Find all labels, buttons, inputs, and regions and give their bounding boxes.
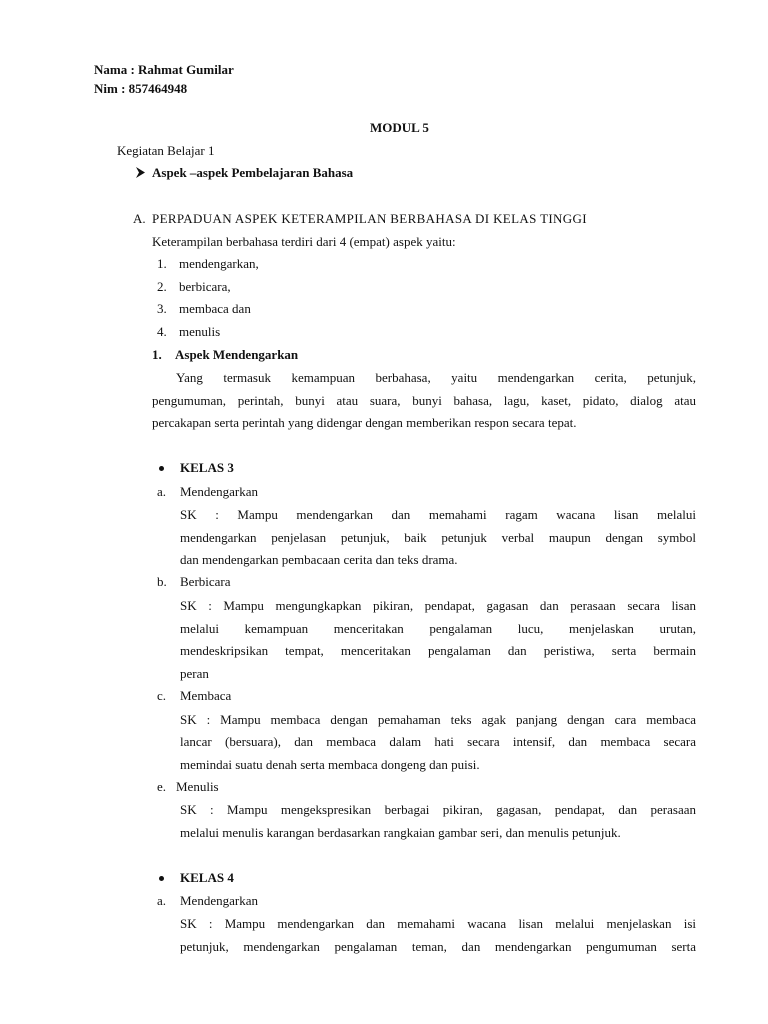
- sk-line: melalui kemampuan menceritakan pengalaman lucu, menjelaskan urutan,: [180, 621, 696, 636]
- list-item: berbicara,: [179, 279, 231, 294]
- sk-line: SK : Mampu mengekspresikan berbagai pikiran, gagasan, pendapat, dan perasaan: [180, 802, 696, 817]
- list-number: 1.: [157, 256, 167, 271]
- arrow-bullet-icon: [135, 167, 146, 178]
- list-number: 4.: [157, 324, 167, 339]
- item-title: Membaca: [180, 688, 232, 703]
- kelas-heading: KELAS 3: [180, 460, 234, 475]
- bullet-icon: [159, 876, 164, 881]
- sk-line: peran: [180, 666, 209, 681]
- subsection-heading: Aspek Mendengarkan: [175, 347, 299, 362]
- sk-line: SK : Mampu mendengarkan dan memahami wacana lisan melalui menjelaskan isi: [180, 916, 696, 931]
- list-number: 2.: [157, 279, 167, 294]
- section-marker: A.: [133, 211, 146, 226]
- topic-heading: Aspek –aspek Pembelajaran Bahasa: [152, 165, 354, 180]
- sk-line: lancar (bersuara), dan membaca dalam hati secara intensif, dan membaca secara: [180, 734, 696, 749]
- item-title: Mendengarkan: [180, 484, 258, 499]
- kelas-heading: KELAS 4: [180, 870, 234, 885]
- list-number: 3.: [157, 301, 167, 316]
- item-marker: a.: [157, 893, 167, 908]
- bullet-icon: [159, 466, 164, 471]
- page-title: MODUL 5: [370, 120, 429, 135]
- sk-line: petunjuk, mendengarkan pengalaman teman, dan mendengarkan pengumuman serta: [180, 939, 696, 954]
- item-marker: b.: [157, 574, 167, 589]
- item-title: Menulis: [176, 779, 219, 794]
- paragraph-line: Yang termasuk kemampuan berbahasa, yaitu mendengarkan cerita, petunjuk,: [176, 370, 696, 385]
- item-marker: a.: [157, 484, 167, 499]
- sk-line: mendeskripsikan tempat, menceritakan pengalaman dan peristiwa, serta bermain: [180, 643, 696, 658]
- sk-line: SK : Mampu membaca dengan pemahaman teks agak panjang dengan cara membaca: [180, 712, 696, 727]
- paragraph-line: percakapan serta perintah yang didengar dengan memberikan respon secara tepat.: [152, 415, 577, 430]
- student-name: Nama : Rahmat Gumilar: [94, 62, 234, 77]
- student-nim: Nim : 857464948: [94, 81, 188, 96]
- kegiatan-belajar: Kegiatan Belajar 1: [117, 143, 215, 158]
- sk-line: SK : Mampu mengungkapkan pikiran, pendapat, gagasan dan perasaan secara lisan: [180, 598, 696, 613]
- sk-line: SK : Mampu mendengarkan dan memahami ragam wacana lisan melalui: [180, 507, 696, 522]
- list-item: menulis: [179, 324, 221, 339]
- item-title: Mendengarkan: [180, 893, 258, 908]
- section-intro: Keterampilan berbahasa terdiri dari 4 (empat) aspek yaitu:: [152, 234, 456, 249]
- section-heading: PERPADUAN ASPEK KETERAMPILAN BERBAHASA DI KELAS TINGGI: [152, 211, 587, 226]
- paragraph-line: pengumuman, perintah, bunyi atau suara, bunyi bahasa, lagu, kaset, pidato, dialog atau: [152, 393, 696, 408]
- sk-line: melalui menulis karangan berdasarkan rangkaian gambar seri, dan menulis petunjuk.: [180, 825, 621, 840]
- item-marker: e.: [157, 779, 167, 794]
- list-item: membaca dan: [179, 301, 251, 316]
- item-marker: c.: [157, 688, 167, 703]
- sk-line: memindai suatu denah serta membaca dongeng dan puisi.: [180, 757, 480, 772]
- sk-line: mendengarkan penjelasan petunjuk, baik petunjuk verbal maupun dengan symbol: [180, 530, 696, 545]
- list-item: mendengarkan,: [179, 256, 259, 271]
- subsection-number: 1.: [152, 347, 162, 362]
- sk-line: dan mendengarkan pembacaan cerita dan teks drama.: [180, 552, 458, 567]
- item-title: Berbicara: [180, 574, 231, 589]
